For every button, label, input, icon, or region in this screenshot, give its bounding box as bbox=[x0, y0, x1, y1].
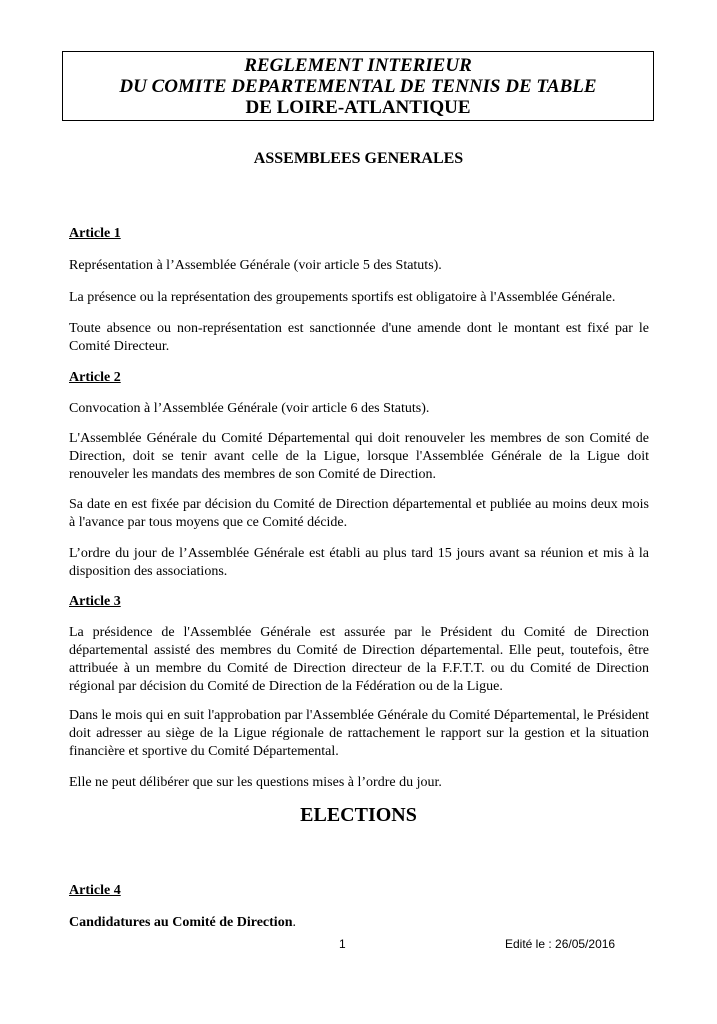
article-3-paragraph-2: Dans le mois qui en suit l'approbation par l'Assemblée Générale du Comité Départemental, le Président doit adresser au siège de la Ligue régionale de rattachement le rapport sur la gestion et la situation financière et sportive du Comité Départemental. bbox=[69, 708, 649, 759]
article-4-subtitle-line bbox=[69, 914, 649, 932]
article-2-paragraph-3: Sa date en est fixée par décision du Comité de Direction départemental et publiée au moins deux mois à l'avance par tous moyens que ce Comité décide. bbox=[69, 497, 649, 530]
section-heading-assemblees: ASSEMBLEES GENERALES bbox=[253, 150, 464, 167]
article-1-title: Article 1 bbox=[69, 226, 121, 241]
article-1-paragraph-3: Toute absence ou non-représentation est sanctionnée d'une amende dont le montant est fixé par le Comité Directeur. bbox=[69, 321, 649, 354]
article-3-paragraph-1: La présidence de l'Assemblée Générale est assurée par le Président du Comité de Direction départemental assisté des membres du Comité de Direction départemental. Elle peut, toutefois, être attribuée à un membre du Comité de Direction directeur de la F.F.T.T. ou du Comité de Direction régional par décision du Comité de Direction de la Fédération ou de la Ligue. bbox=[69, 625, 649, 694]
article-3-paragraph-3: Elle ne peut délibérer que sur les questions mises à l’ordre du jour. bbox=[69, 775, 442, 790]
title-line-3: DE LOIRE-ATLANTIQUE bbox=[245, 97, 471, 118]
title-line-2: DU COMITE DEPARTEMENTAL DE TENNIS DE TABLE bbox=[119, 76, 597, 97]
article-2-paragraph-1: Convocation à l’Assemblée Générale (voir article 6 des Statuts). bbox=[69, 401, 430, 416]
title-box bbox=[62, 51, 654, 121]
page-number: 1 bbox=[339, 937, 346, 951]
title-line-1: REGLEMENT INTERIEUR bbox=[244, 55, 472, 76]
article-4-subtitle-period: . bbox=[292, 915, 296, 930]
edit-date: Edité le : 26/05/2016 bbox=[505, 937, 616, 951]
section-heading-elections: ELECTIONS bbox=[300, 804, 417, 826]
article-1-paragraph-2: La présence ou la représentation des groupements sportifs est obligatoire à l'Assemblée Générale. bbox=[69, 290, 616, 305]
article-4-title: Article 4 bbox=[69, 883, 121, 898]
article-4-subtitle: Candidatures au Comité de Direction bbox=[69, 915, 293, 930]
article-2-paragraph-2: L'Assemblée Générale du Comité Départemental qui doit renouveler les membres de son Comité de Direction, doit se tenir avant celle de la Ligue, lorsque l'Assemblée Générale de la Ligue doit renouveler les mandats des membres de son Comité de Direction. bbox=[69, 431, 649, 482]
article-3-title: Article 3 bbox=[69, 594, 121, 609]
article-1-paragraph-1: Représentation à l’Assemblée Générale (voir article 5 des Statuts). bbox=[69, 258, 442, 273]
article-2-paragraph-4: L’ordre du jour de l’Assemblée Générale est établi au plus tard 15 jours avant sa réunion et mis à la disposition des associations. bbox=[69, 546, 649, 579]
article-2-title: Article 2 bbox=[69, 370, 121, 385]
